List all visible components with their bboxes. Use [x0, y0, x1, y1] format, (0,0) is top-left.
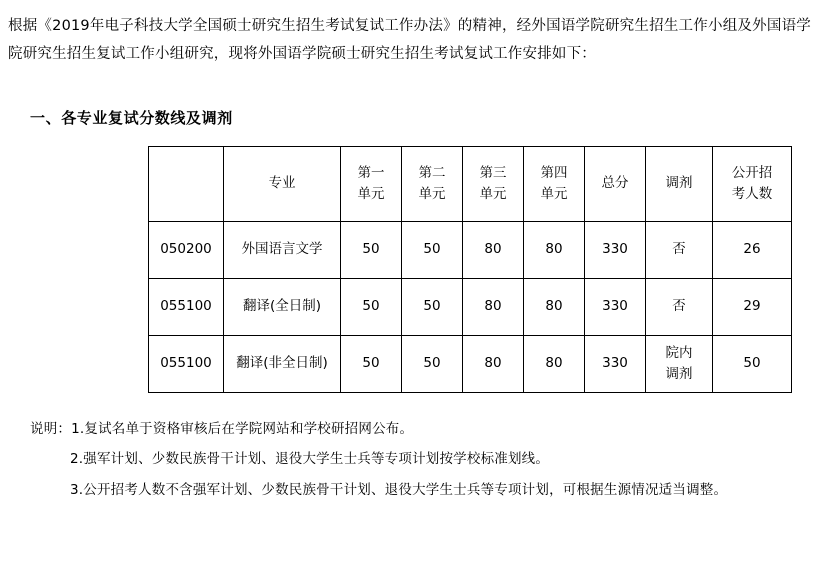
cell-unit-1: 50 [341, 278, 402, 335]
cell-adjust-line-2: 调剂 [665, 365, 693, 382]
header-open-line-2: 考人数 [731, 185, 773, 202]
cell-open: 26 [713, 221, 792, 278]
cell-total: 330 [585, 278, 646, 335]
header-adjust: 调剂 [646, 146, 713, 221]
cell-unit-4: 80 [524, 278, 585, 335]
note-2: 2.强军计划、少数民族骨干计划、退役大学生士兵等专项计划按学校标准划线。 [70, 451, 550, 468]
cell-unit-3: 80 [463, 335, 524, 392]
cell-code: 055100 [149, 335, 224, 392]
cell-unit-4: 80 [524, 335, 585, 392]
table-row [149, 335, 792, 392]
cell-adjust [646, 335, 713, 392]
header-unit-3-line-2: 单元 [479, 185, 507, 202]
cell-total: 330 [585, 335, 646, 392]
cell-major: 翻译(非全日制) [224, 335, 341, 392]
cell-unit-1: 50 [341, 335, 402, 392]
cell-unit-3: 80 [463, 221, 524, 278]
cell-major: 外国语言文学 [224, 221, 341, 278]
header-unit-4-line-1: 第四 [540, 164, 568, 181]
cell-major: 翻译(全日制) [224, 278, 341, 335]
cell-unit-2: 50 [402, 335, 463, 392]
notes-section [0, 393, 821, 502]
section-title: 一、各专业复试分数线及调剂 [30, 108, 233, 127]
cell-unit-2: 50 [402, 221, 463, 278]
header-unit-2 [402, 146, 463, 221]
cell-unit-2: 50 [402, 278, 463, 335]
note-3: 3.公开招考人数不含强军计划、少数民族骨干计划、退役大学生士兵等专项计划，可根据生源情况适当调整。 [70, 481, 728, 498]
scores-table [148, 146, 792, 393]
cell-adjust [646, 221, 713, 278]
cell-code: 055100 [149, 278, 224, 335]
intro-paragraph: 根据《2019年电子科技大学全国硕士研究生招生考试复试工作办法》的精神，经外国语学院研究生招生工作小组及外国语学院研究生招生复试工作小组研究，现将外国语学院硕士研究生招生考试复试工作安排如下： [8, 18, 811, 63]
scores-table-container [0, 128, 821, 393]
header-open-enrollment [713, 146, 792, 221]
cell-open: 50 [713, 335, 792, 392]
header-total: 总分 [585, 146, 646, 221]
header-unit-4 [524, 146, 585, 221]
cell-unit-1: 50 [341, 221, 402, 278]
header-unit-3 [463, 146, 524, 221]
table-row [149, 278, 792, 335]
header-unit-1-line-2: 单元 [357, 185, 385, 202]
cell-adjust-line-1: 院内 [665, 344, 693, 361]
header-unit-3-line-1: 第三 [479, 164, 507, 181]
cell-unit-3: 80 [463, 278, 524, 335]
cell-unit-4: 80 [524, 221, 585, 278]
cell-adjust [646, 278, 713, 335]
header-unit-2-line-2: 单元 [418, 185, 446, 202]
header-unit-2-line-1: 第二 [418, 164, 446, 181]
header-unit-1-line-1: 第一 [357, 164, 385, 181]
header-code [149, 146, 224, 221]
cell-adjust-line-1: 否 [672, 298, 686, 315]
header-unit-4-line-2: 单元 [540, 185, 568, 202]
cell-total: 330 [585, 221, 646, 278]
cell-code: 050200 [149, 221, 224, 278]
header-major: 专业 [224, 146, 341, 221]
header-unit-1 [341, 146, 402, 221]
table-header-row [149, 146, 792, 221]
cell-adjust-line-1: 否 [672, 241, 686, 258]
table-header [149, 146, 792, 221]
cell-open: 29 [713, 278, 792, 335]
header-open-line-1: 公开招 [731, 164, 773, 181]
note-1: 说明：1.复试名单于资格审核后在学院网站和学校研招网公布。 [30, 420, 414, 437]
table-body [149, 221, 792, 392]
table-row [149, 221, 792, 278]
